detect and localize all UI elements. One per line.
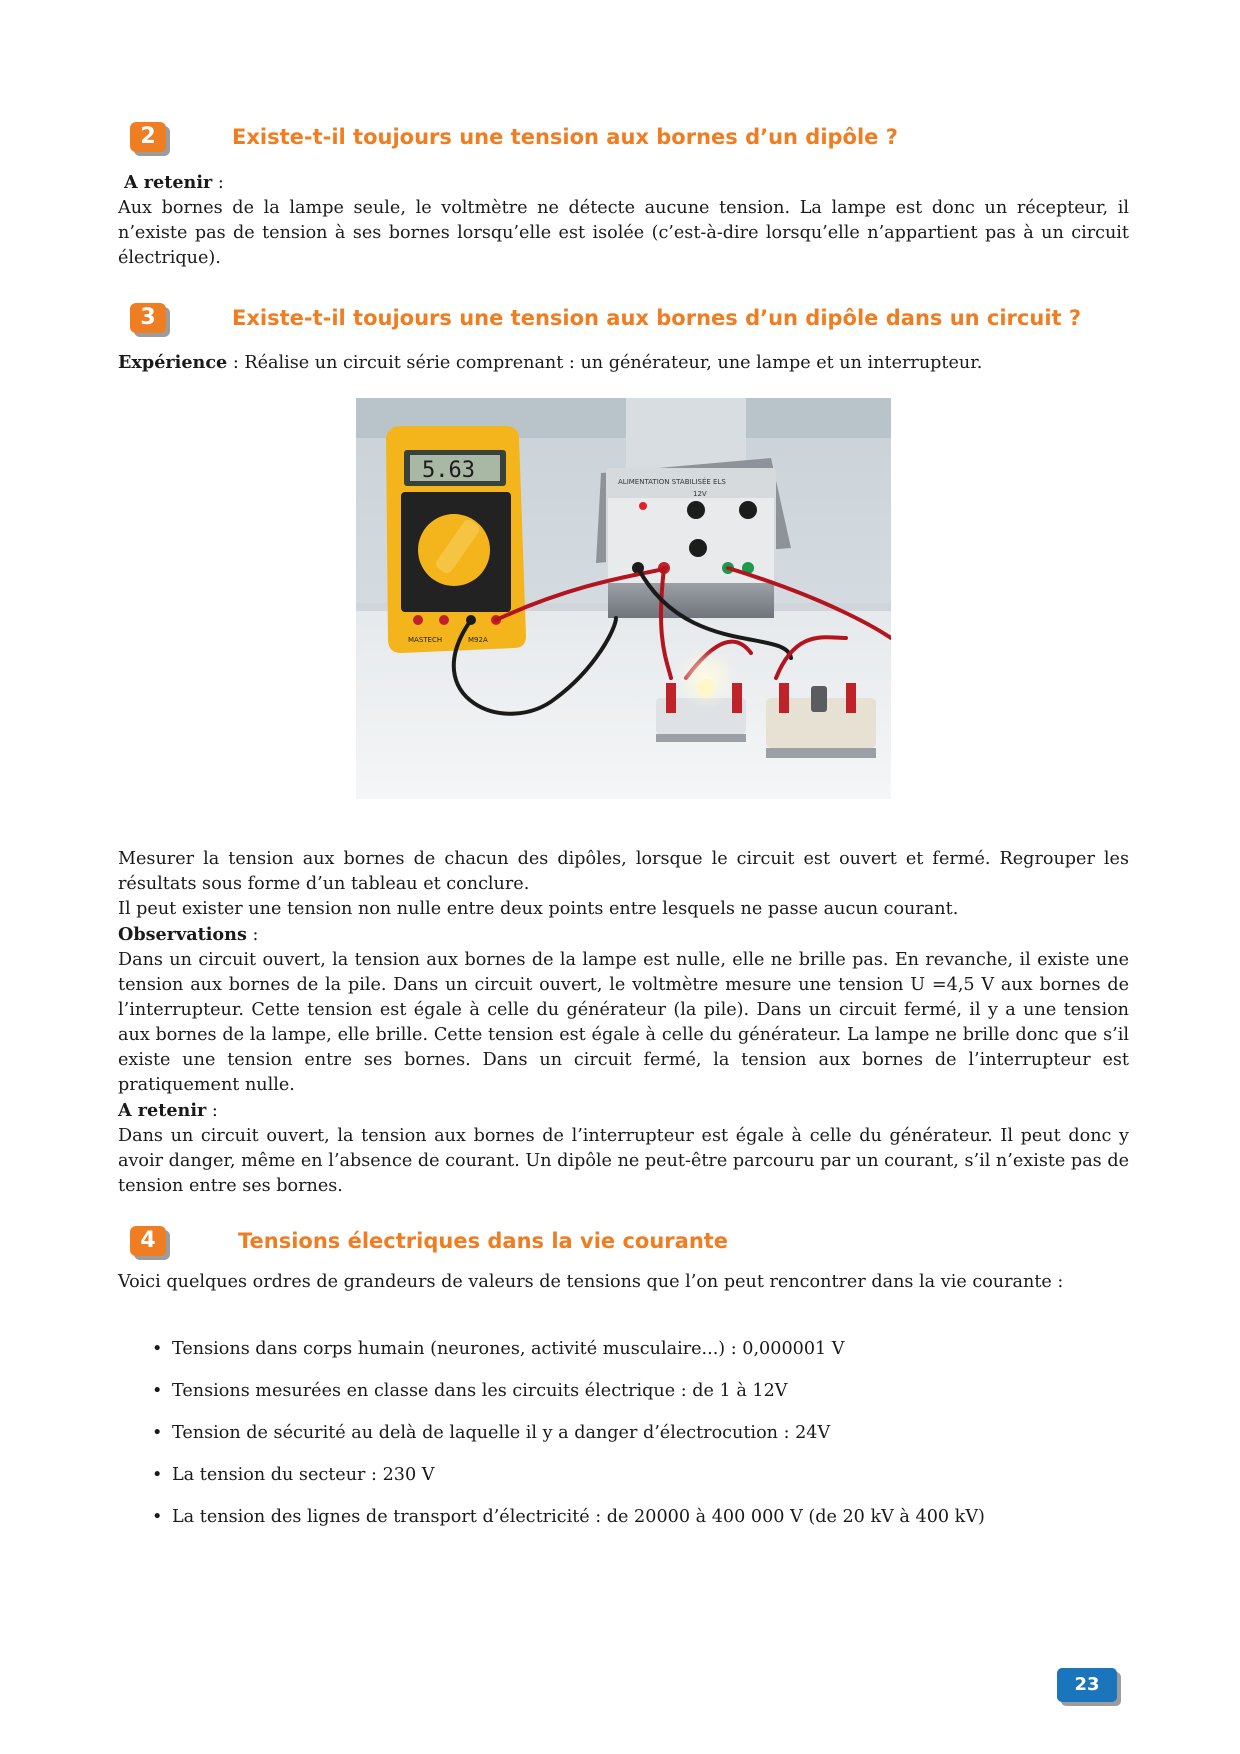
page-number-badge: 23	[1057, 1668, 1117, 1702]
list-item-text: Tensions mesurées en classe dans les circuits électrique : de 1 à 12V	[172, 1381, 788, 1401]
section-2-body	[118, 170, 1129, 271]
experience-label: Expérience	[118, 352, 228, 373]
list-item	[150, 1336, 985, 1378]
list-item-text: Tension de sécurité au delà de laquelle il y a danger d’électrocution : 24V	[172, 1423, 831, 1443]
observations-text: Dans un circuit ouvert, la tension aux bornes de la lampe est nulle, elle ne brille pas. En revanche, il existe une tension aux bornes de la pile. Dans un circuit ouvert, le voltmètre mesure une tension U =4,5 V aux bornes de l’interrupteur. Cette tension est égale à celle du générateur (la pile). Dans un circuit fermé, il y a une tension aux bornes de la lampe, elle brille. Cette tension est égale à celle du générateur. La lampe ne brille donc que s’il existe une tension entre ses bornes. Dans un circuit fermé, la tension aux bornes de l’interrupteur est pratiquement nulle.	[118, 950, 1129, 1095]
bullet-glyph: •	[152, 1381, 163, 1401]
experience-text: : Réalise un circuit série comprenant : un générateur, une lampe et un interrupteur.	[227, 353, 983, 373]
experience-line	[118, 350, 1129, 376]
section-4-number-badge: 4	[130, 1226, 166, 1256]
measure-instructions: Mesurer la tension aux bornes de chacun des dipôles, lorsque le circuit est ouvert et fermé. Regrouper les résultats sous forme d’un tableau et conclure.	[118, 849, 1129, 894]
section-3-body	[118, 847, 1129, 1199]
bullet-glyph: •	[152, 1339, 163, 1359]
retenir-text-2: Dans un circuit ouvert, la tension aux bornes de l’interrupteur est égale à celle du générateur. Il peut donc y avoir danger, même en l’absence de courant. Un dipôle ne peut-être parcouru par un courant, s’il n’existe pas de tension entre ses bornes.	[118, 1126, 1129, 1196]
bullet-glyph: •	[152, 1423, 163, 1443]
retenir-separator-2: :	[206, 1101, 218, 1121]
section-2-title: Existe-t-il toujours une tension aux bornes d’un dipôle ?	[232, 125, 898, 149]
list-item-text: Tensions dans corps humain (neurones, activité musculaire...) : 0,000001 V	[172, 1339, 845, 1359]
observations-label: Observations	[118, 924, 247, 945]
section-4-title: Tensions électriques dans la vie courante	[238, 1229, 729, 1253]
list-item-text: La tension du secteur : 230 V	[172, 1465, 435, 1485]
list-item	[150, 1420, 985, 1462]
section-3-number-badge: 3	[130, 303, 166, 333]
voltage-remark: Il peut exister une tension non nulle entre deux points entre lesquels ne passe aucun courant.	[118, 899, 959, 919]
section-3-title: Existe-t-il toujours une tension aux bornes d’un dipôle dans un circuit ?	[232, 306, 1082, 330]
retenir-label: A retenir	[124, 172, 213, 193]
power-supply-label: ALIMENTATION STABILISÉE ELS	[618, 478, 726, 486]
list-item	[150, 1462, 985, 1504]
multimeter	[386, 426, 526, 653]
multimeter-brand: MASTECH	[408, 636, 443, 644]
power-supply	[596, 458, 791, 618]
bullet-glyph: •	[152, 1507, 163, 1527]
experiment-photo	[356, 398, 891, 799]
section-2-number-badge: 2	[130, 122, 166, 152]
list-item-text: La tension des lignes de transport d’électricité : de 20000 à 400 000 V (de 20 kV à 400 kV)	[172, 1507, 985, 1527]
section-2-text: Aux bornes de la lampe seule, le voltmètre ne détecte aucune tension. La lampe est donc un récepteur, il n’existe pas de tension à ses bornes lorsqu’elle est isolée (c’est-à-dire lorsqu’elle n’appartient pas à un circuit électrique).	[118, 198, 1129, 268]
voltage-knob	[687, 501, 705, 519]
switch-knob	[689, 539, 707, 557]
section-4-intro: Voici quelques ordres de grandeurs de valeurs de tensions que l’on peut rencontrer dans la vie courante :	[118, 1272, 1064, 1292]
observations-separator: :	[246, 925, 259, 945]
retenir-separator: :	[212, 173, 224, 193]
current-knob	[739, 501, 757, 519]
section-4-intro-block	[118, 1270, 1129, 1295]
list-item	[150, 1378, 985, 1420]
multimeter-model: M92A	[468, 636, 488, 644]
power-supply-12v-label: 12V	[693, 490, 707, 498]
multimeter-display: 5.63	[422, 458, 475, 483]
power-led	[639, 502, 647, 510]
retenir-label-2: A retenir	[118, 1100, 207, 1121]
list-item	[150, 1504, 985, 1546]
voltage-list	[150, 1336, 985, 1546]
bullet-glyph: •	[152, 1465, 163, 1485]
